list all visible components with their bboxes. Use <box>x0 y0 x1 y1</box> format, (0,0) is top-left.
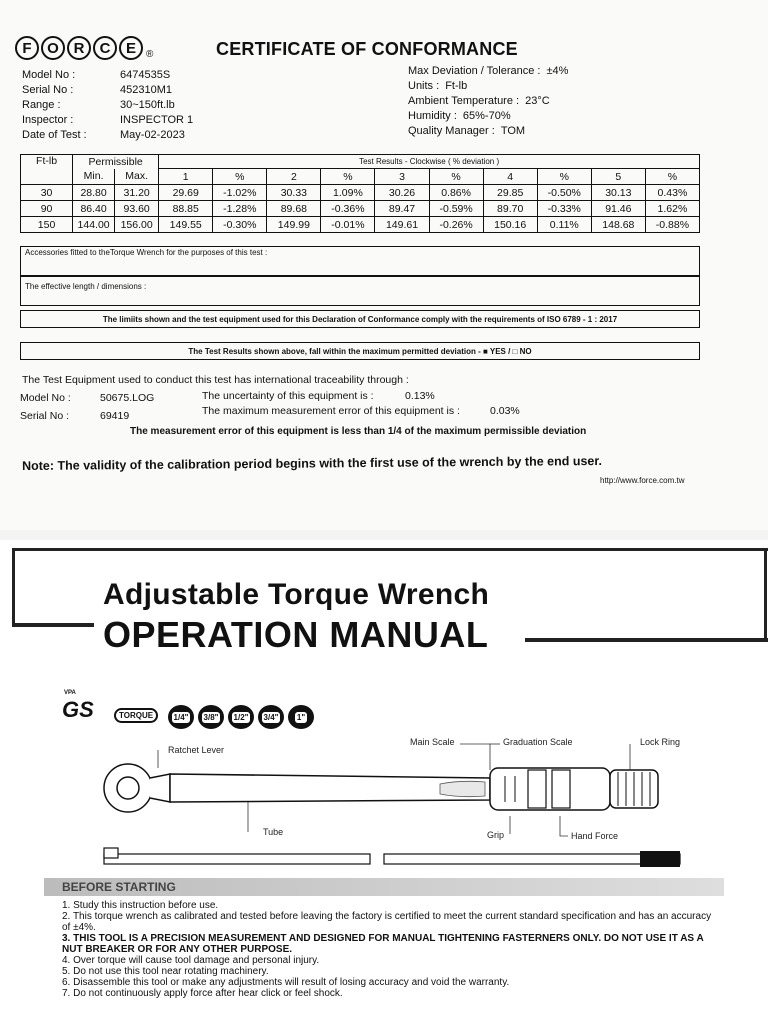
table-row <box>21 217 700 233</box>
units-value: Ft-lb <box>445 80 468 92</box>
field-label: Serial No : <box>22 84 74 96</box>
effective-length-box <box>20 276 700 306</box>
table-cell: 0.43% <box>645 185 699 201</box>
table-cell: 30 <box>21 185 73 201</box>
field-label: Quality Manager : <box>408 125 495 137</box>
table-cell: 28.80 <box>73 185 115 201</box>
uncertainty-label: The uncertainty of this equipment is : <box>202 390 374 402</box>
test-col-header: % <box>321 169 375 185</box>
table-cell: 29.85 <box>483 185 537 201</box>
field-label: Date of Test : <box>22 129 87 141</box>
table-cell: -0.30% <box>213 217 267 233</box>
field-label: Ambient Temperature : <box>408 95 520 107</box>
test-col-header: % <box>645 169 699 185</box>
table-cell: -1.02% <box>213 185 267 201</box>
torque-badge: TORQUE <box>114 708 158 723</box>
table-cell: 31.20 <box>115 185 159 201</box>
test-conditions <box>408 64 568 139</box>
logo-letter: F <box>15 36 39 60</box>
max-header: Max. <box>115 169 159 185</box>
drive-size-label: 3/4" <box>263 712 279 722</box>
table-cell: 1.09% <box>321 185 375 201</box>
table-cell: 90 <box>21 201 73 217</box>
max-error-label: The maximum measurement error of this equipment is : <box>202 405 460 417</box>
inspector-value: INSPECTOR 1 <box>120 114 194 126</box>
field-label: Max Deviation / Tolerance : <box>408 65 541 77</box>
test-col-header: % <box>429 169 483 185</box>
humidity-value: 65%-70% <box>462 110 511 122</box>
logo-letter: E <box>119 36 143 60</box>
test-col-header: 1 <box>159 169 213 185</box>
frame-bottom-right <box>525 638 768 642</box>
test-results-table <box>20 154 700 233</box>
min-header: Min. <box>73 169 115 185</box>
results-statement: The Test Results shown above, fall within the maximum permitted deviation - ■ YES / □ NO <box>20 342 700 360</box>
instruction-item: 5. Do not use this tool near rotating machinery. <box>62 966 269 977</box>
test-col-header: 3 <box>375 169 429 185</box>
table-cell: 149.55 <box>159 217 213 233</box>
table-row <box>21 201 700 217</box>
table-cell: 149.61 <box>375 217 429 233</box>
logo-letter: O <box>41 36 65 60</box>
frame-top <box>12 548 768 551</box>
frame-right <box>764 548 767 642</box>
frame-bottom-left <box>12 623 94 627</box>
table-cell: -0.36% <box>321 201 375 217</box>
table-row <box>21 185 700 201</box>
test-col-header: % <box>213 169 267 185</box>
table-cell: 29.69 <box>159 185 213 201</box>
field-label: Units : <box>408 80 440 92</box>
drive-size-label: 3/8" <box>203 712 219 722</box>
temperature-value: 23°C <box>525 95 550 107</box>
operation-manual <box>0 540 768 1024</box>
manual-subtitle: Adjustable Torque Wrench <box>103 578 490 611</box>
instruction-list <box>62 900 712 999</box>
table-cell: -0.01% <box>321 217 375 233</box>
model-no-value: 6474535S <box>120 69 171 81</box>
table-cell: -0.33% <box>537 201 591 217</box>
registered-mark: ® <box>146 49 154 60</box>
col-ftlb-header: Ft-lb <box>21 155 73 185</box>
table-cell: -0.59% <box>429 201 483 217</box>
test-col-header: 4 <box>483 169 537 185</box>
equip-serial-value: 69419 <box>100 410 130 422</box>
drive-size-label: 1" <box>296 712 306 722</box>
ratchet-lever-label: Ratchet Lever <box>168 745 225 755</box>
table-cell: 148.68 <box>591 217 645 233</box>
table-cell: 150.16 <box>483 217 537 233</box>
equip-model-value: 50675.LOG <box>100 392 155 404</box>
instruction-item: 6. Disassemble this tool or make any adjustments will result of losing accuracy and void the warranty. <box>62 977 510 988</box>
wrench-head <box>104 764 170 812</box>
equip-serial-label: Serial No : <box>20 410 70 422</box>
table-cell: 89.47 <box>375 201 429 217</box>
table-cell: 86.40 <box>73 201 115 217</box>
test-col-header: % <box>537 169 591 185</box>
header-row <box>21 169 700 185</box>
permissible-header: Permissible <box>73 155 159 169</box>
effective-length-label: The effective length / dimensions : <box>25 282 147 291</box>
test-results-header: Test Results - Clockwise ( % deviation ) <box>159 155 700 169</box>
website-url: http://www.force.com.tw <box>600 476 685 485</box>
before-starting-header <box>44 878 724 896</box>
table-cell: 156.00 <box>115 217 159 233</box>
field-label: Inspector : <box>22 114 74 126</box>
tolerance-value: ±4% <box>546 65 569 77</box>
instruction-item: 7. Do not continuously apply force after hear click or feel shock. <box>62 988 343 999</box>
equip-model-label: Model No : <box>20 392 71 404</box>
quality-manager-value: TOM <box>500 125 526 137</box>
field-label: Range : <box>22 99 61 111</box>
frame-left <box>12 548 15 626</box>
grip-label: Grip <box>487 830 505 840</box>
instruction-item: 4. Over torque will cause tool damage and personal injury. <box>62 955 320 966</box>
table-cell: 150 <box>21 217 73 233</box>
max-error-value: 0.03% <box>490 405 520 417</box>
traceability-intro: The Test Equipment used to conduct this test has international traceability through : <box>22 374 409 386</box>
lock-ring-label: Lock Ring <box>640 737 681 747</box>
date-value: May-02-2023 <box>120 129 185 141</box>
limits-statement: The limiits shown and the test equipment used for this Declaration of Conformance comply with the requirements of ISO 6789 - 1 : 2017 <box>20 310 700 328</box>
gs-mark: GS <box>62 697 94 722</box>
table-cell: 30.33 <box>267 185 321 201</box>
table-cell: 149.99 <box>267 217 321 233</box>
drive-size-label: 1/2" <box>233 712 249 722</box>
instruction-item: 1. Study this instruction before use. <box>62 900 219 911</box>
table-cell: -0.50% <box>537 185 591 201</box>
accessories-label: Accessories fitted to theTorque Wrench for the purposes of this test : <box>25 248 268 257</box>
table-cell: 144.00 <box>73 217 115 233</box>
table-cell: -1.28% <box>213 201 267 217</box>
table-cell: -0.26% <box>429 217 483 233</box>
table-cell: 30.26 <box>375 185 429 201</box>
field-label: Model No : <box>22 69 76 81</box>
logo-letter: C <box>93 36 117 60</box>
graduation-scale-label: Graduation Scale <box>503 737 573 747</box>
force-logo <box>15 36 153 60</box>
table-cell: 1.62% <box>645 201 699 217</box>
table-cell: 93.60 <box>115 201 159 217</box>
hand-force-label: Hand Force <box>571 831 619 841</box>
wrench-lock-ring <box>610 770 658 808</box>
vpa-label: VPA <box>64 690 76 696</box>
table-cell: 89.68 <box>267 201 321 217</box>
drive-size-label: 1/4" <box>173 712 189 722</box>
test-col-header: 2 <box>267 169 321 185</box>
wrench-grip <box>490 768 610 810</box>
logo-letter: R <box>67 36 91 60</box>
table-cell: -0.88% <box>645 217 699 233</box>
serial-no-value: 452310M1 <box>120 84 172 96</box>
instruction-item: 3. THIS TOOL IS A PRECISION MEASUREMENT AND DESIGNED FOR MANUAL TIGHTENING FASTERNERS ONLY. DO NOT USE IT AS A NUT BREAKER OR FOR ANY OTHER PURPOSE. <box>62 933 704 955</box>
wrench-side-view <box>104 848 680 867</box>
uncertainty-value: 0.13% <box>405 390 435 402</box>
table-cell: 0.11% <box>537 217 591 233</box>
error-note: The measurement error of this equipment is less than 1/4 of the maximum permissible deviation <box>130 426 587 437</box>
table-cell: 88.85 <box>159 201 213 217</box>
accessories-box <box>20 246 700 276</box>
wrench-tube <box>170 774 490 802</box>
certificate-title: CERTIFICATE OF CONFORMANCE <box>216 39 518 59</box>
tube-label: Tube <box>263 827 284 837</box>
test-col-header: 5 <box>591 169 645 185</box>
table-cell: 30.13 <box>591 185 645 201</box>
instruction-item: 2. This torque wrench as calibrated and tested before leaving the factory is certified to meet the current standard specification and has an accuracy of ±4%. <box>62 911 712 933</box>
validity-note: Note: The validity of the calibration period begins with the first use of the wrench by the end user. <box>22 453 603 473</box>
manual-title: OPERATION MANUAL <box>103 614 489 655</box>
product-info <box>22 68 193 143</box>
table-cell: 91.46 <box>591 201 645 217</box>
before-starting-title: BEFORE STARTING <box>62 880 176 894</box>
range-value: 30~150ft.lb <box>120 99 175 111</box>
main-scale-label: Main Scale <box>410 737 455 747</box>
table-cell: 0.86% <box>429 185 483 201</box>
field-label: Humidity : <box>408 110 457 122</box>
table-cell: 89.70 <box>483 201 537 217</box>
